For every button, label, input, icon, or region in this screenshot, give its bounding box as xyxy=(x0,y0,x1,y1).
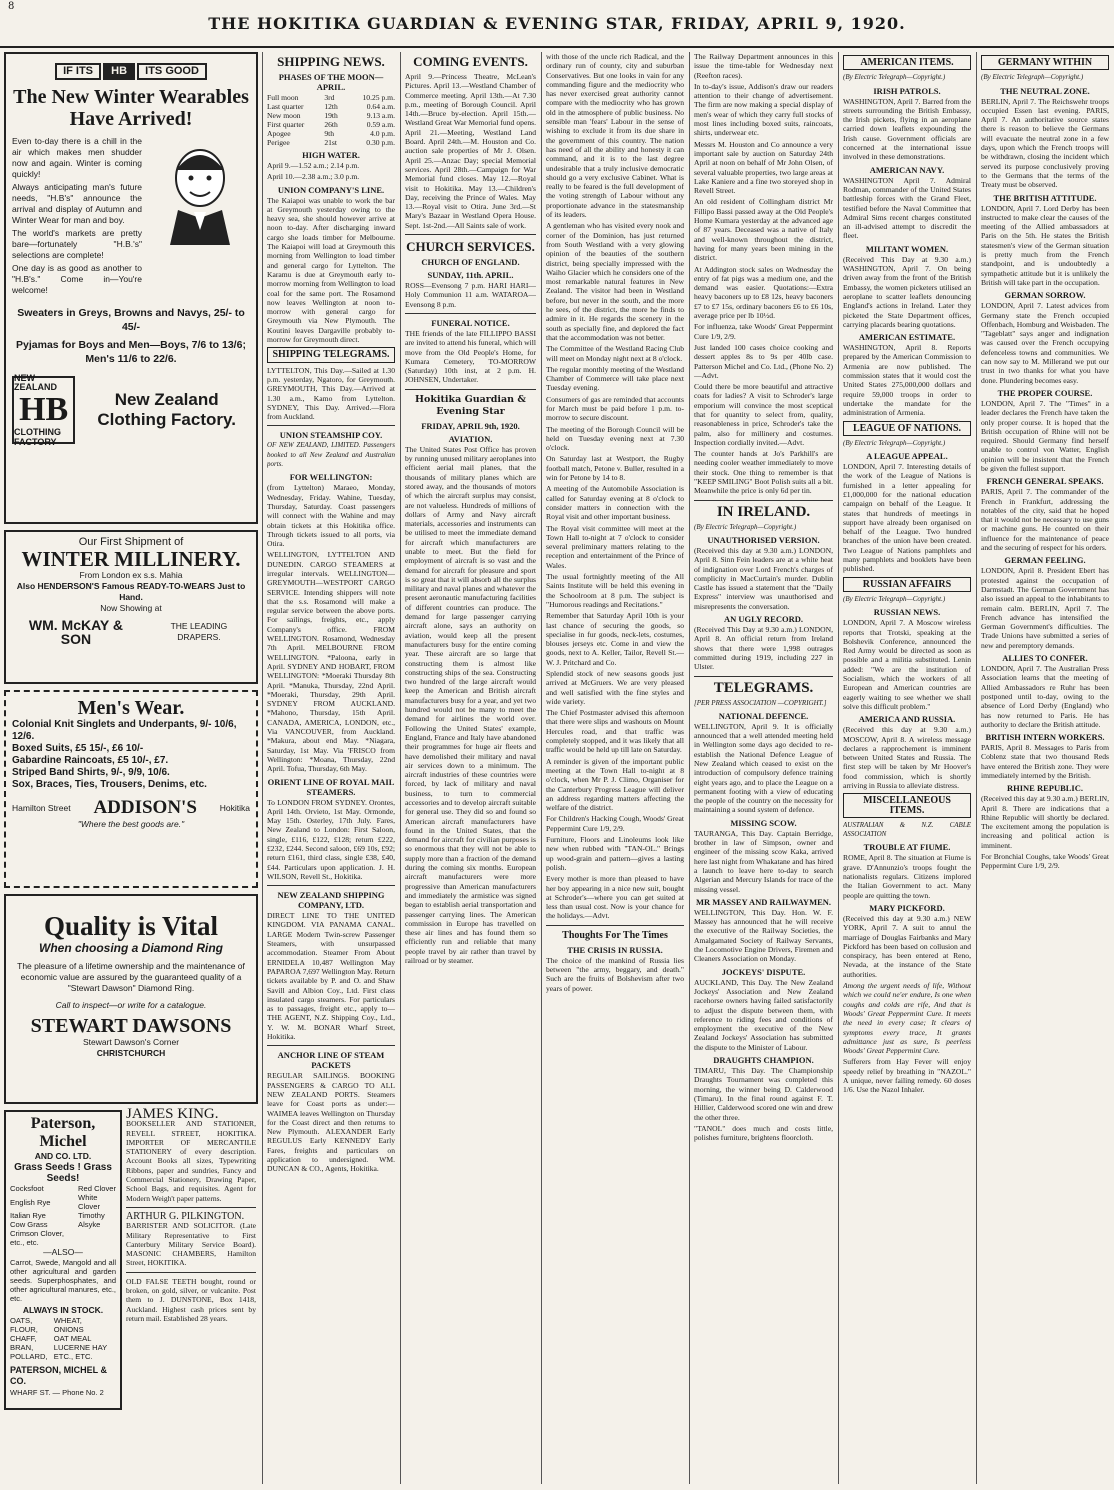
table-cell: ONIONS xyxy=(53,1325,84,1334)
subsection-title: ANCHOR LINE OF STEAM PACKETS xyxy=(277,1050,385,1071)
column-divider xyxy=(262,52,263,1484)
subsection-title: AMERICAN NAVY. xyxy=(869,164,945,175)
cables-column xyxy=(843,52,971,1484)
stewart-dawson-ad xyxy=(4,894,258,1104)
subsection-title: AMERICAN ESTIMATE. xyxy=(858,332,956,343)
subsection-title: IRISH PATROLS. xyxy=(873,85,941,96)
article-text: ROME, April 8. The situation at Fiume is grave. D'Annunzio's troops fought the nationalists regulars. Citizens implored the Italian Government to act. Many people are quitting the town. xyxy=(843,853,971,900)
ad-line: Boxed Suits, £5 15/-, £6 10/- xyxy=(12,743,144,754)
seed-row xyxy=(10,1211,116,1220)
subsection-title: SUNDAY, 11th. APRIL. xyxy=(427,270,514,281)
subsection-title: A LEAGUE APPEAL. xyxy=(866,451,948,462)
hb-logo: HB xyxy=(103,63,135,80)
article-text: WASHINGTON, April 7. Barred from the streets surrounding the British Embassy, the Irish pickets, flying in an aeroplane carried down leaflets expounding the Irish cause. Government officials are concerned at the international issue involved in these demonstrations. xyxy=(843,96,971,162)
article-text: AUCKLAND, This Day. The New Zealand Jockeys' Association and New Zealand racehorse owners having failed satisfactorily to adjust the dispute between them, with reference to riding fees and conditions of employment the executive of the New Zealand Jockeys' Association has submitted the dispute to the Minister of Labour. xyxy=(694,977,833,1052)
ad-line: Sox, Braces, Ties, Trousers, Denims, etc. xyxy=(12,779,207,790)
subsection-title: CHURCH OF ENGLAND. xyxy=(421,257,520,268)
subsection-title: THE NEUTRAL ZONE. xyxy=(1000,85,1090,96)
ad-footer: WHARF ST. — Phone No. 2 xyxy=(10,1388,104,1397)
news-item: The meeting of the Borough Council will be held on Tuesday evening next at 7.30 o'clock. xyxy=(546,424,684,453)
sweaters-line: Sweaters in Greys, Browns and Navys, 25/- to 45/- xyxy=(17,307,245,334)
article-text: WASHINGTON April 7. Admiral Rodman, commander of the United States battleship forces with the Grand Fleet, testified before the Naval Committee that Admiral Sims recent charges constituted an ill-advised attempt to discredit the fleet. xyxy=(843,175,971,241)
news-item: The Royal visit committee will meet at the Town Hall to-night at 7 o'clock to consider several preliminary matters relating to the reception and entertainment of the Prince of Wales. xyxy=(546,523,684,570)
section-title: COMING EVENTS. xyxy=(413,54,528,69)
table-cell: 0.59 a.m. xyxy=(366,120,395,129)
firm-name: WM. McKAY & SON xyxy=(28,617,123,647)
germany-column xyxy=(981,52,1109,1484)
subsection-title: PHASES OF THE MOON—APRIL. xyxy=(278,72,384,92)
news-item: The Chief Postmaster advised this afternoon that there were slips and washouts on Mount Hercules road, and that traffic was completely stopped, and it was likely that all traffic would be held up till late on Saturday. xyxy=(546,708,684,755)
article-text: DIRECT LINE TO THE UNITED KINGDOM. VIA PANAMA CANAL. LARGE Modern Twin-screw Passenger Steamers, with unsurpassed accommodation. Steamer From About ERNIDELA 10,487 Wellington May PAPAROA 7,697 Wellington May. Return tickets available by P. and O. and Shaw Savill and Albion Coy., Ltd. First class insulated cargo steamers. For particulars as to passages, freight etc., apply to— THE AGENT, N.Z. Shipping Coy., Ltd., Y. W. M. BONAR Wharf Street, Hokitika. xyxy=(267,911,395,1042)
ad-cta: Call to inspect—or write for a catalogue. xyxy=(55,1000,207,1010)
table-cell: Red Clover xyxy=(78,1184,117,1193)
ad-paragraph: Even to-day there is a chill in the air which makes men shudder now and again. Winter is coming quickly! xyxy=(12,136,142,180)
ad-line: Our First Shipment of xyxy=(78,536,184,548)
article-text: (Received this day at 9.30 a.m.) MOSCOW, April 8. A wireless message declares a rapprochement is imminent between United States and Russia. The first step will be taken by Mr Hoover's food commission, which is shortly arriving in Russia to alleviate distress. xyxy=(843,725,971,790)
subsection-title: JOCKEYS' DISPUTE. xyxy=(721,966,806,977)
table-cell: First quarter xyxy=(267,120,305,129)
table-cell: 0.64 a.m. xyxy=(366,102,395,111)
article-text: BERLIN, April 7. The Reichswehr troops occupied Essen last evening. PARIS, April 7. An authoritative source states there is reason to believe the Germans will evacuate the neutral zone in a few days, upon which the French troops will be withdrawn, closing the incident which served its purpose conclusively proving to the Germans that the terms of the Treaty must be observed. xyxy=(981,96,1109,190)
news-item: Every mother is more than pleased to have her boy appearing in a nice new suit, bought at Schroder's—where you can get suited at less than usual cost. Now is your chance for the holidays.—Advt. xyxy=(546,874,684,921)
ad-headline: Grass Seeds ! Grass Seeds! xyxy=(14,1162,112,1184)
subsection-title: THE BRITISH ATTITUDE. xyxy=(993,192,1097,203)
column-divider xyxy=(400,52,401,1484)
table-cell: OATS, xyxy=(10,1316,33,1325)
news-item: "TANOL" does much and costs little, polishes furniture, brightens floorcloth. xyxy=(694,1123,833,1143)
table-cell: Last quarter xyxy=(267,102,304,111)
millinery-ad xyxy=(4,530,258,684)
article-text: LONDON, April 7. A Moscow wireless reports that Trotski, speaking at the Bolshevik Conference, announced the Red Army would be directed as soon as possible and a militia substituted. Lenin added: "We are the institution of Socialism, which the workers of all European and American countries are eagerly waiting to see whether we shall solve this difficult problem." xyxy=(843,618,971,711)
high-water: April 9.—1.52 a.m.; 2.14 p.m. xyxy=(267,161,360,170)
table-cell: 9.13 a.m. xyxy=(366,111,395,120)
column-divider xyxy=(976,52,977,1484)
ad-town: Hokitika xyxy=(219,802,250,813)
news-item: A meeting of the Automobile Association is called for Saturday evening at 8 o'clock to consider matters in connection with the Royal visit and other important business. xyxy=(546,484,684,522)
high-water: April 10.—2.38 a.m.; 3.0 p.m. xyxy=(267,172,360,182)
article-text: REGULAR SAILINGS. BOOKING PASSENGERS & CARGO TO ALL NEW ZEALAND PORTS. Steamers leave for Coast ports as under:— WAIMEA leaves Wellington on Thursday for the Coast direct and then returns to New Plymouth. ALEXANDER Early REGULUS Early KENNEDY Early Fares, freights and particulars on application to undersigned. WM. DUNCAN & CO., Agents, Hokitika. xyxy=(267,1071,395,1174)
news-item: The regular monthly meeting of the Westland Chamber of Commerce will take place next Tuesday evening. xyxy=(546,364,684,393)
hb-wearables-ad xyxy=(4,52,258,524)
section-banner: LEAGUE OF NATIONS. xyxy=(843,421,971,436)
article-text: PARIS, April 8. Messages to Paris from Coblenz state that two thousand Reds have entered the British zone. They were immediately interned by the British. xyxy=(981,743,1109,780)
article-text: LONDON, April 8. President Ebert has protested against the occupation of Darmstadt. The German Government has also issued an appeal to the inhabitants to remain calm. BERLIN, April 7. The French advance has intensified the German Government's difficulties. The Trade Unions have submitted a series of new and peremptory demands. xyxy=(981,566,1109,650)
moon-phase-row xyxy=(267,120,395,129)
section-title: IN IRELAND. xyxy=(716,503,811,520)
table-cell: Full moon xyxy=(267,93,299,102)
table-cell: Cow Grass xyxy=(10,1220,48,1229)
subsection-title: MARY PICKFORD. xyxy=(869,902,945,913)
news-item: A gentleman who has visited every nook and corner of the Dominion, has just returned from South Westland with a very glowing opinion of the beauties of the southern district, being specially impressed with the Waiho Glacier which he considers one of the most remarkable natural features in New Zealand. The visitor had been in Westland before, but never in the south, and the more he sees, of the district, the more he finds to admire in it. He regards the scenery in the south as specially fine, and deplored the fact that the accommodation was not better. xyxy=(546,221,684,342)
paterson-michel-ad xyxy=(4,1110,122,1410)
seed-row xyxy=(10,1193,116,1211)
seed-row xyxy=(10,1184,116,1193)
news-item: The counter hands at Jo's Parkhill's are needing cooler weather immediately to move their stock. One thing to remember is that "KEEP SMILING" Boot Polish suits all a bit. Meanwhile the price is only 6d per tin. xyxy=(694,449,833,496)
subsection-title: UNION COMPANY'S LINE. xyxy=(277,184,385,195)
moon-phases-table xyxy=(267,93,395,147)
section-subtitle: (By Electric Telegraph—Copyright.) xyxy=(694,522,797,531)
ad-line: Striped Band Shirts, 9/-, 9/9, 10/6. xyxy=(12,767,170,778)
man-portrait-illustration xyxy=(150,140,250,245)
section-subtitle: AUSTRALIAN & N.Z. CABLE ASSOCIATION xyxy=(843,820,971,839)
table-cell xyxy=(78,1229,116,1247)
ad-line: —ALSO— xyxy=(43,1247,83,1257)
subsection-title: TROUBLE AT FIUME. xyxy=(863,842,951,853)
ad-subheadline: When choosing a Diamond Ring xyxy=(39,941,223,955)
local-news-column xyxy=(546,52,684,1484)
ad-paragraph: One day is as good as another to "H.B's." Come in—You're welcome! xyxy=(12,263,142,296)
article-text: To LONDON FROM SYDNEY. Orontes, April 14th. Orvieto, 1st May. Ormonde, May 15th. Osterley, 17th July. Fares, New Zealand to London: First Saloon, single, £116, £122, £128; return £222, £232, £244. Second saloon, £69 10s, £92; return £161, third class, single £38, £40, £44. Particulars upon application. J. H. WILSON, Revell St., Hokitika. xyxy=(267,797,395,881)
stock-row xyxy=(10,1352,116,1361)
article-text: PARIS, April 7. The commander of the French in Frankfurt, addressing the notables of the city, said that he hoped that it would not be necessary to use guns or machine guns. He counted on their influence for the maintenance of peace and the securing of respect for his orders. xyxy=(981,487,1109,553)
editorial-masthead: Hokitika Guardian & Evening Star xyxy=(415,393,526,417)
table-cell: Crimson Clover, etc., etc. xyxy=(10,1229,65,1247)
table-cell: LUCERNE HAY xyxy=(53,1343,108,1352)
table-cell: Italian Rye xyxy=(10,1211,46,1220)
hb-factory-logo: NEW ZEALAND HB CLOTHING FACTORY xyxy=(12,376,75,444)
ad-line: AND CO. LTD. xyxy=(34,1151,92,1161)
article-text: The choice of the mankind of Russia lies between "the army, beggary, and death." Such are the fruits of Bolshevism after two years of power. xyxy=(546,955,684,993)
ad-line: ALWAYS IN STOCK. xyxy=(22,1305,104,1315)
moon-phase-row xyxy=(267,102,395,111)
subsection-title: HIGH WATER. xyxy=(302,150,360,160)
page-number: 8 xyxy=(8,1,15,12)
table-cell: Apogee xyxy=(267,129,291,138)
article-text: LONDON, April 7. Lord Derby has been instructed to make clear the causes of the meeting of the Allied ambassadors at Paris on the 5th. He states the British statesmen's view of the German situation is pretty much from the French standpoint, and is undoubtedly a sympathetic attitude but it is unlikely the British will take part in the occupation. xyxy=(981,203,1109,287)
firm-name: Paterson, Michel xyxy=(30,1115,96,1150)
newspaper-title: THE HOKITIKA GUARDIAN & EVENING STAR, FRIDAY, APRIL 9, 1920. xyxy=(208,14,906,33)
news-item: At Addington stock sales on Wednesday the entry of fat pigs was a medium one, and the demand was easier. Quotations:—Extra heavy baconers up to £8 12s, heavy baconers £7 to £7 15s, ordinary baconers £6 to £6 10s, average price per lb 10½d. xyxy=(694,264,833,321)
article-text: (from Lyttelton) Maraeo, Monday, Wednesday, Friday. Wahine, Tuesday, Thursday, Saturday. Coast passengers will connect with the Wahine and may obtain tickets at this Hokitika office. Through tickets issued to all ports, via Otira. xyxy=(267,483,395,549)
table-cell: POLLARD, xyxy=(10,1352,48,1361)
subsection-title: FUNERAL NOTICE. xyxy=(431,317,510,328)
subsection-title: NEW ZEALAND SHIPPING COMPANY, LTD. xyxy=(277,890,385,911)
subsection-title: FOR WELLINGTON: xyxy=(289,472,373,483)
verse-ad: Among the urgent needs of life, Without which we could ne'er endure, Is one when coughs and colds are rife, And that is Woods' Great Peppermint Cure. It meets the need in every case; It clears of symptoms every trace, It grants admittance just as sure, Is peerless Woods' Great Peppermint Cure. xyxy=(843,981,971,1056)
ad-paragraph: Always anticipating man's future needs, "H.B's" announce the arrival and display of Autumn and Winter Wear for man and boy. xyxy=(12,182,142,226)
firm-tagline: THE LEADING DRAPERS. xyxy=(170,621,228,642)
seed-list xyxy=(10,1184,116,1247)
subsection-title: GERMAN SORROW. xyxy=(1004,290,1086,301)
news-item: Sufferers from Hay Fever will enjoy speedy relief by breathing in "NAZOL." A unique, never failing remedy. 60 doses 1/6. Use the Nazol Inhaler. xyxy=(843,1057,971,1095)
logo-left: IF ITS xyxy=(55,63,101,80)
ad-headline: The New Winter Wearables Have Arrived! xyxy=(13,86,249,131)
news-item: In to-day's issue, Addison's draw our readers attention to their change of advertisement. The firm are now making a special display of men's wear of which they carry full stocks of most lines including boxed suits, raincoats, shirts, underwear etc. xyxy=(694,81,833,138)
section-title: CHURCH SERVICES. xyxy=(406,239,535,255)
table-cell: 10.25 p.m. xyxy=(362,93,395,102)
article-text: WELLINGTON, This Day. Hon. W. F. Massey has announced that he will receive the executive of the Railway Societies, the Amalgamated Society of Railway Servants, the Locomotive Engine Drivers, Firemen and Cleaners Association on Monday. xyxy=(694,907,833,964)
news-item: Remember that Saturday April 10th is your last chance of securing the goods, so specialise in fur goods, neck-lets, costumes, blouses jerseys etc. Come in and view the goods, next to A. Keller, Tailor, Revell St.—W. J. Pritchard and Co. xyxy=(546,611,684,667)
table-cell: CHAFF, xyxy=(10,1334,37,1343)
table-cell: Timothy xyxy=(78,1211,105,1220)
table-cell: Perigee xyxy=(267,138,290,147)
ad-city: CHRISTCHURCH xyxy=(96,1048,166,1058)
article-text: LYTTELTON, This Day.—Sailed at 1.30 p.m. yesterday, Ngatoro, for Greymouth. GREYMOUTH, This Day.—Arrived at 1.30 a.m., Kamo from Lyttelton. SYDNEY, This Day. Arrived.—Flora from Auckland. xyxy=(267,365,395,422)
ad-column xyxy=(4,52,258,1484)
news-item: On Saturday last at Westport, the Rugby football match, Petone v. Buller, resulted in a win for Petone by 14 to 8. xyxy=(546,454,684,483)
subsection-title: NATIONAL DEFENCE. xyxy=(718,710,809,721)
ad-line: Also HENDERSON'S Famous READY-TO-WEARS Just to Hand. xyxy=(16,581,246,602)
article-text: LONDON, April 7. Latest advices from Germany state the French occupied Offenbach, Homburg and Weisbaden. The "Tageblatt" says anger and indignation was caused over the French occupying defenceless towns and communities. We can now say to M. Millerand we put our trust in two thanks for what you have done. Plundering becomes easy. xyxy=(981,301,1109,385)
news-item: For Children's Hacking Cough, Woods' Great Peppermint Cure 1/9, 2/9. xyxy=(546,814,684,833)
table-cell: FLOUR, xyxy=(10,1325,38,1334)
ad-line: From London ex s.s. Mahia xyxy=(79,570,183,580)
stock-list xyxy=(10,1316,116,1361)
moon-phase-row xyxy=(267,111,395,120)
section-subtitle: (By Electric Telegraph—Copyright.) xyxy=(843,73,946,82)
subsection-title: UNAUTHORISED VERSION. xyxy=(707,534,820,545)
section-subtitle: [PER PRESS ASSOCIATION —COPYRIGHT.] xyxy=(694,698,827,707)
column-divider xyxy=(838,52,839,1484)
table-cell: White Clover xyxy=(78,1193,100,1211)
subsection-title: THE PROPER COURSE. xyxy=(997,387,1093,398)
article-text: (Received This Day at 9.30 a.m.) WASHINGTON, April 7. On being driven away from the front of the British Embassy, the women picketers utilised an aeroplane to scatter leaflets denouncing England's actions in Ireland. Later they picketed the State Department offices, carrying placards bearing quotations. xyxy=(843,254,971,329)
article-text: TAURANGA, This Day. Captain Berridge, brother in law of Simpson, owner and engineer of the missing scow Kaka, arrived here last night from Whakatane and has hired a launch to leave here to-day to search Algerian and Mercury Islands for trace of the missing vessel. xyxy=(694,828,833,894)
teeth-ad: OLD FALSE TEETH bought, round or broken, on gold, silver, or vulcanite. Post them to J. DUNSTONE, Box 1418, Auckland. Highest cash prices sent by return mail. Established 28 years. xyxy=(126,1276,256,1323)
subsection-title: MISSING SCOW. xyxy=(730,817,797,828)
moon-phase-row xyxy=(267,138,395,147)
column-divider xyxy=(689,52,690,1484)
table-cell: 19th xyxy=(324,111,338,120)
subsection-title: AMERICA AND RUSSIA. xyxy=(858,714,956,725)
pilkington-text: BARRISTER AND SOLICITOR. (Late Military Representative to First Canterbury Military Service Board). MASONIC CHAMBERS, Hamilton Street, HOKITIKA. xyxy=(126,1221,256,1268)
pyjamas-line: Pyjamas for Boys and Men—Boys, 7/6 to 13/6; Men's 11/6 to 22/6. xyxy=(16,339,246,366)
table-cell: 4.0 p.m. xyxy=(370,129,395,138)
news-item: Just landed 100 cases choice cooking and dessert apples 8s to 9s per 40lb case. Patterson Michel and Co. Ltd., (Phone No. 2)—Advt. xyxy=(694,342,833,380)
article-text: LONDON, April 7. The Australian Press Association learns that the meeting of Allied Ambassadors re Ruhr has been postponed until to-day, owing to the absence of Lord Derby (England) who has now returned to Paris. He has authority to declare the British attitude. xyxy=(981,664,1109,729)
section-banner: GERMANY WITHIN xyxy=(981,55,1109,70)
table-cell: ETC., ETC. xyxy=(53,1352,93,1361)
ad-paragraph: The pleasure of a lifetime ownership and the maintenance of economic value are assured by the guaranteed quality of a "Stewart Dawson" Diamond Ring. xyxy=(17,961,245,993)
ad-footer: PATERSON, MICHEL & CO. xyxy=(10,1365,108,1386)
stock-row xyxy=(10,1316,116,1325)
news-item: Splendid stock of new seasons goods just arrived at McGruers. We are very pleased and well satisfied with the fine styles and wide variety. xyxy=(546,669,684,706)
article-text: LONDON, April 7. Interesting details of the work of the League of Nations is furnished in a letter appealing for £1,000,000 for the national education campaign on behalf of the League. It states that hundreds of meetings in support have already been organised on behalf of the League. Two hundred branches of the union have been created. Two League of Nations pamphlets and many pamphlets and booklets have been published. xyxy=(843,462,971,574)
article-text: (Received this day at 9.30 a.m.) LONDON, April 8. Sinn Fein leaders are at a white heat of indignation over Lord French's charges of complicity in MacCurtain's murder. Dublin Castle has issued a statement that the "Daily Express" interview was unauthorised and misrepresents the conversation. xyxy=(694,545,833,611)
subsection-title: MR MASSEY AND RAILWAYMEN. xyxy=(695,896,832,907)
stock-row xyxy=(10,1334,116,1343)
table-cell: 3rd xyxy=(324,93,335,102)
table-cell: Cocksfoot xyxy=(10,1184,44,1193)
news-item: The Committee of the Westland Racing Club will meet on Monday night next at 8 o'clock. xyxy=(546,344,684,363)
seed-row xyxy=(10,1220,116,1229)
telegrams-column xyxy=(694,52,833,1484)
section-banner: SHIPPING TELEGRAMS. xyxy=(267,347,395,362)
subsection-title: THE CRISIS IN RUSSIA. xyxy=(567,944,663,955)
section-title: TELEGRAMS. xyxy=(713,679,814,696)
article-text: WASHINGTON, April 8. Reports prepared by the American Commission to Armenia are now published. The commission states that it would cost the United States 275,000,000 dollars and require 59,000 troops in order to undertake the mandate for the administration of Armenia. xyxy=(843,343,971,418)
stock-row xyxy=(10,1325,116,1334)
news-item: A reminder is given of the important public meeting at the Town Hall to-night at 8 o'clock, when Mr P. J. Climo, Organiser for the Canterbury Progress League will deliver an address regarding matters affecting the welfare of the district. xyxy=(546,756,684,813)
subsection-title: BRITISH INTERN WORKERS. xyxy=(985,732,1105,743)
stock-row xyxy=(10,1343,116,1352)
table-cell: 26th xyxy=(324,120,338,129)
james-king-text: BOOKSELLER AND STATIONER, REVELL STREET, HOKITIKA. IMPORTER OF MERCANTILE STATIONERY of every description. Account Books all sizes, Typewriting Ribbons, paper and sundries, Fancy and Commercial Stationery, Drawing Paper, School Bags, and requisites. Agent for Modern Weigh't paper patterns. xyxy=(126,1119,256,1203)
article-text: WELLINGTON, LYTTELTON AND DUNEDIN. CARGO STEAMERS at irregular intervals. WELLINGTON—GREYMOUTH—WESTPORT CARGO SERVICE. Intending shippers will note that the s.s. Rosamond will make a regular service between the above ports. For sailings, freights, etc., apply Company's office. FROM WELLINGTON. Rosamond, Wednesday 7th April. MELBOURNE FROM WELLINGTON. *Paloona, early in April. SYDNEY AND HOBART, FROM WELLINGTON: *Moeraki Thursday 8th April. *Manuka, Thursday, 22nd April. *Moeraki, Thursday, 29th April. SYDNEY FROM AUCKLAND. *Mahono, Thursday, 15th April. CANADA, AMERICA, LONDON, etc., Via VANCOUVER, from Auckland. *Makura, about end May. *Niagara, Saturday, 1st May. Via 'FRISCO from Wellington: *Moana, Thursday, 22nd April. Tofua, Thursday, 6th May. xyxy=(267,550,395,774)
firm-name: ADDISON'S xyxy=(93,797,197,818)
ad-line: Now Showing at xyxy=(100,603,162,613)
news-item: with those of the uncle rich Radical, and the ordinary run of county, city and suburban Conservatives. But one looks in vain for any commanding figure and the mediocrity who has never exercised great authority cannot compare with the mediocrity who has grown old in the atmosphere of public business. No sensible man 'fears' Labour in the sense of wishing to exclude it from its due share in the government of this country. The nation has need of all the ability and honesty it can command, and it is to the last degree undesirable that a truly inclusive democratic should go a very exclusive Cabinet. What is really to be feared is the full development of the voting strength of Labour without any proportionate advance in the statesmanship of its leaders. xyxy=(546,52,684,220)
ad-headline: Men's Wear. xyxy=(77,697,185,719)
subsection-subtitle: OF NEW ZEALAND, LIMITED. Passengers booked to all New Zealand and Australian ports. xyxy=(267,441,395,469)
section-banner: AMERICAN ITEMS. xyxy=(843,55,971,70)
firm-name: STEWART DAWSONS xyxy=(30,1015,232,1037)
factory-name: New Zealand Clothing Factory. xyxy=(97,390,236,430)
article-text: April 9.—Princess Theatre, McLean's Pictures. April 13.—Westland Chamber of Commerce meeting. April 13th.—At 7.30 p.m., meeting of Borough Council. April 14th.—Bruce by-election. April 15th.—Westland Great War Memorial fund opens. April 21.—Meeting, Westland Land Board. April 24th.—M. Houston and Co. auction sale properties of Mr J. Olsen. April 25.—Anzac Day; special Memorial services. April 28th.—Campaign for War Memorial fund closes. May 12.—Royal visit to Hokitika. May 13.—Children's Day, receiving the Prince of Wales. May 13.—Royal visit to Otira. June 3rd.—St Mary's Bazaar in Westland Opera House. Sept. 1st-2nd.—All Saints sale of work. xyxy=(405,72,536,230)
subsection-title: UNION STEAMSHIP COY. xyxy=(279,430,383,441)
table-cell: New moon xyxy=(267,111,301,120)
news-item: The usual fortnightly meeting of the All Saints Institute will be held this evening in the Schoolroom at 8 p.m. The subject is "Humorous readings and Recitations." xyxy=(546,572,684,609)
news-item: Messrs M. Houston and Co announce a very important sale by auction on Saturday 24th April at noon on behalf of Mr John Olsen, of several valuable properties, two large areas at Lake Kaniere and a fine two storeyed shop in Revell Street. xyxy=(694,139,833,196)
news-item: An old resident of Collingham district Mr Fillipo Bassi passed away at the Old People's Home Kumara yesterday at the advanced age of 87 years. Deceased was a native of Italy and well-known throughout the district, having for many years been mining in the district. xyxy=(694,197,833,263)
article-text: THE friends of the late FILLIPPO BASSI are invited to attend his funeral, which will move from the Old People's Home, for Kumara Cemetery, TO-MORROW (Saturday) 10th inst, at 2 p.m. H. JOHNSEN, Undertaker. xyxy=(405,328,536,385)
section-banner: MISCELLANEOUS ITEMS. xyxy=(843,793,971,818)
ad-line: Stewart Dawson's Corner xyxy=(82,1037,180,1047)
table-cell: English Rye xyxy=(10,1197,51,1207)
article-text: WELLINGTON, April 9. It is officially announced that a well attended meeting held in Wellington some days ago decided to re-establish the National Defence League of New Zealand which ceased to exist on the introduction of compulsory defence training eight years ago, and to place the League on a permanent footing with a view of educating the people of the country on the necessity for maintaining a sound system of defence. xyxy=(694,721,833,815)
article-title: AVIATION. xyxy=(448,433,493,444)
moon-phase-row xyxy=(267,129,395,138)
column-divider xyxy=(541,52,542,1484)
ad-headline: WINTER MILLINERY. xyxy=(21,547,241,571)
news-item: The Railway Department announces in this issue the time-table for Wednesday next (Reefton races). xyxy=(694,52,833,80)
section-subtitle: (By Electric Telegraph—Copyright.) xyxy=(843,438,946,447)
events-column xyxy=(405,52,536,1484)
section-subtitle: (By Electric Telegraph—Copyright.) xyxy=(843,594,946,603)
article-title: Thoughts For The Times xyxy=(562,929,668,941)
pilkington-title: ARTHUR G. PILKINGTON. xyxy=(126,1210,245,1222)
subsection-title: DRAUGHTS CHAMPION. xyxy=(713,1055,814,1066)
news-item: Could there be more beautiful and attractive coats for ladies? A visit to Schroder's large emporium will convince the most sceptical that for quantity to select from, quality, reasonableness in price, Schroder's take the palm, also for millinery and costumes. Inspection cordially invited.—Advt. xyxy=(694,382,833,447)
table-cell: OAT MEAL xyxy=(53,1334,92,1343)
subsection-title: AN UGLY RECORD. xyxy=(724,614,803,625)
page-header xyxy=(0,0,1114,48)
article-text: The United States Post Office has proven by running unused military aeroplanes into efficient aerial mail planes, that the thousands of military planes which are stored away, and the thousands of motors of which the aircraft surplus may consist, are not valueless. Hundreds of millions of dollars of Army and Navy aircraft materials, accessories and instruments can be utilised to meet the immediate demand for aircraft which manufacturers are unable to meet. But the field for employment of aircraft is so vast and the demand for aircraft for pleasure and sport is so great that it will absorb all the surplus military and naval planes and whatever the present aeronautic manufacturing facilities of different countries can produce. The demand for large passenger carrying aircraft alone, says an authority on aviation, would keep all the present manufacturers busy for the entire coming year. These aircraft are so large that constructing them is almost like constructing ships of the sea. Constructing two hundred of the large aircraft would keep the American and British aircraft manufacturers busy for a year, and yet two hundred would not be many to meet the demand for airlines the world over. Following the United States' example, England, France and Italy have abandoned their programmes for huge air fleets and have demolished their military and naval air services down to a minimum. The aircraft industries of these countries were forced, by lack of military and naval business, to turn to commercial accessories and to develop aircraft suitable for general use. They did so and found so American aircraft manufacturers have found in the United States, that the demand for aircraft for civilian purposes is so enormous that they will not be able to supply more than a fraction of the demand during the coming six months. European aircraft manufacturers were more progressive than American manufacturers and immediately the armistice was signed began to establish aerial transportation and passenger carrying lines. The American commission in Europe has travelled on these air lines and has found them so efficiently run and reliable that many people travel by air rather than travel by railroad or by steamer. xyxy=(405,444,536,966)
editorial-date: FRIDAY, APRIL 9th, 1920. xyxy=(421,420,520,431)
ad-slogan: "Where the best goods are." xyxy=(77,819,185,829)
table-cell: BRAN, xyxy=(10,1343,34,1352)
subsection-title: FRENCH GENERAL SPEAKS. xyxy=(986,476,1104,487)
article-text: ROSS—Evensong 7 p.m. HARI HARI—Holy Communion 11 a.m. WATAROA—Evensong 8 p.m. xyxy=(405,281,536,309)
article-text: LONDON, April 7. The "Times" in a leader declares the French have taken the only proper course. It is hoped that the British occupation of Rhine will not be required. Should Germany find herself unable to control von Watter, English opinion will be insistent that the French be given the fullest support. xyxy=(981,398,1109,473)
ad-address: Hamilton Street xyxy=(12,802,71,813)
table-cell: Alsyke xyxy=(78,1220,101,1229)
subsection-title: GERMAN FEELING. xyxy=(1004,555,1086,566)
subsection-title: RHINE REPUBLIC. xyxy=(1006,783,1084,794)
article-text: (Received This Day at 9.30 a.m.) LONDON, April 8. An official return from Ireland shows that there were 1,998 outrages committed during 1919, including 227 in Ulster. xyxy=(694,625,833,672)
news-item: Consumers of gas are reminded that accounts for March must be paid before 1 p.m. to-morrow to secure discount. xyxy=(546,394,684,423)
table-cell: 21st xyxy=(324,138,337,147)
subsection-title: ALLIES TO CONFER. xyxy=(1002,653,1088,664)
shipping-column xyxy=(267,52,395,1484)
table-cell: 9th xyxy=(324,129,335,138)
section-subtitle: (By Electric Telegraph—Copyright.) xyxy=(981,73,1084,82)
ad-line: Gabardine Raincoats, £5 10/-, £7. xyxy=(12,755,169,766)
ad-paragraph: Carrot, Swede, Mangold and all other agricultural and garden seeds. Superphosphates, and other agricultural manures, etc., etc. xyxy=(10,1258,116,1303)
article-text: (Received this day at 9.30 a.m.) NEW YORK, April 7. A suit to annul the marriage of Douglas Fairbanks and Mary Pickford has been based on collusion and conspiracy, has been entered at Reno, Nevada, at the instance of the State authorities. xyxy=(843,913,971,979)
ad-line: Colonial Knit Singlets and Underpants, 9/- 10/6, 12/6. xyxy=(12,719,237,742)
mens-wear-ad xyxy=(4,690,258,888)
article-text: The Kaiapoi was unable to work the bar at Greymouth yesterday owing to the heavy sea, she should however arrive at noon to-day. After discharging inward cargo she loads timber for Melbourne. The Kaiapoi will load at Greymouth this morning from Wellington to load timber and general cargo for Lyttelton. The Karamu is due at Greymouth early to-morrow morning from Wellington to load coal for the same port. The Rosamond now leaves Wellington at noon to-morrow with general cargo for Greymouth via New Plymouth. The Koutini leaves Dargaville probably to-morrow for Greymouth direct. xyxy=(267,195,395,345)
section-banner: RUSSIAN AFFAIRS xyxy=(843,577,971,592)
ad-paragraph: The world's markets are pretty bare—fortunately "H.B.'s" selections are complete! xyxy=(12,228,142,261)
article-text: TIMARU, This Day. The Championship Draughts Tournament was completed this morning, the winner being D. Calderwood (Timaru). In the final round against F. T. Hillier, Calderwood scored one win and drew the other three. xyxy=(694,1066,833,1122)
subsection-title: MILITANT WOMEN. xyxy=(865,243,949,254)
ad-headline: Quality is Vital xyxy=(43,911,219,941)
table-cell: 12th xyxy=(324,102,338,111)
seed-row xyxy=(10,1229,116,1247)
moon-phase-row xyxy=(267,93,395,102)
subsection-title: ORIENT LINE OF ROYAL MAIL STEAMERS. xyxy=(267,776,395,797)
article-text: (Received this day at 9.30 a.m.) BERLIN, April 8. There are indications that a Rhine Republic will shortly be declared. The excitement among the population is increasing and political action is imminent. xyxy=(981,794,1109,850)
table-cell: WHEAT, xyxy=(53,1316,82,1325)
logo-right: ITS GOOD xyxy=(137,63,207,80)
table-cell: 0.30 p.m. xyxy=(366,138,395,147)
subsection-title: RUSSIAN NEWS. xyxy=(873,607,941,618)
news-item: Furniture, Floors and Linoleums look like new when rubbed with "TAN-OL." Brings up wood-grain and pattern—gives a lasting polish. xyxy=(546,835,684,872)
section-title: SHIPPING NEWS. xyxy=(277,54,385,69)
news-item: For influenza, take Woods' Great Peppermint Cure 1/9, 2/9. xyxy=(694,322,833,341)
news-item: For Bronchial Coughs, take Woods' Great Peppermint Cure 1/9, 2/9. xyxy=(981,852,1109,871)
james-king-title: JAMES KING. xyxy=(126,1106,219,1122)
